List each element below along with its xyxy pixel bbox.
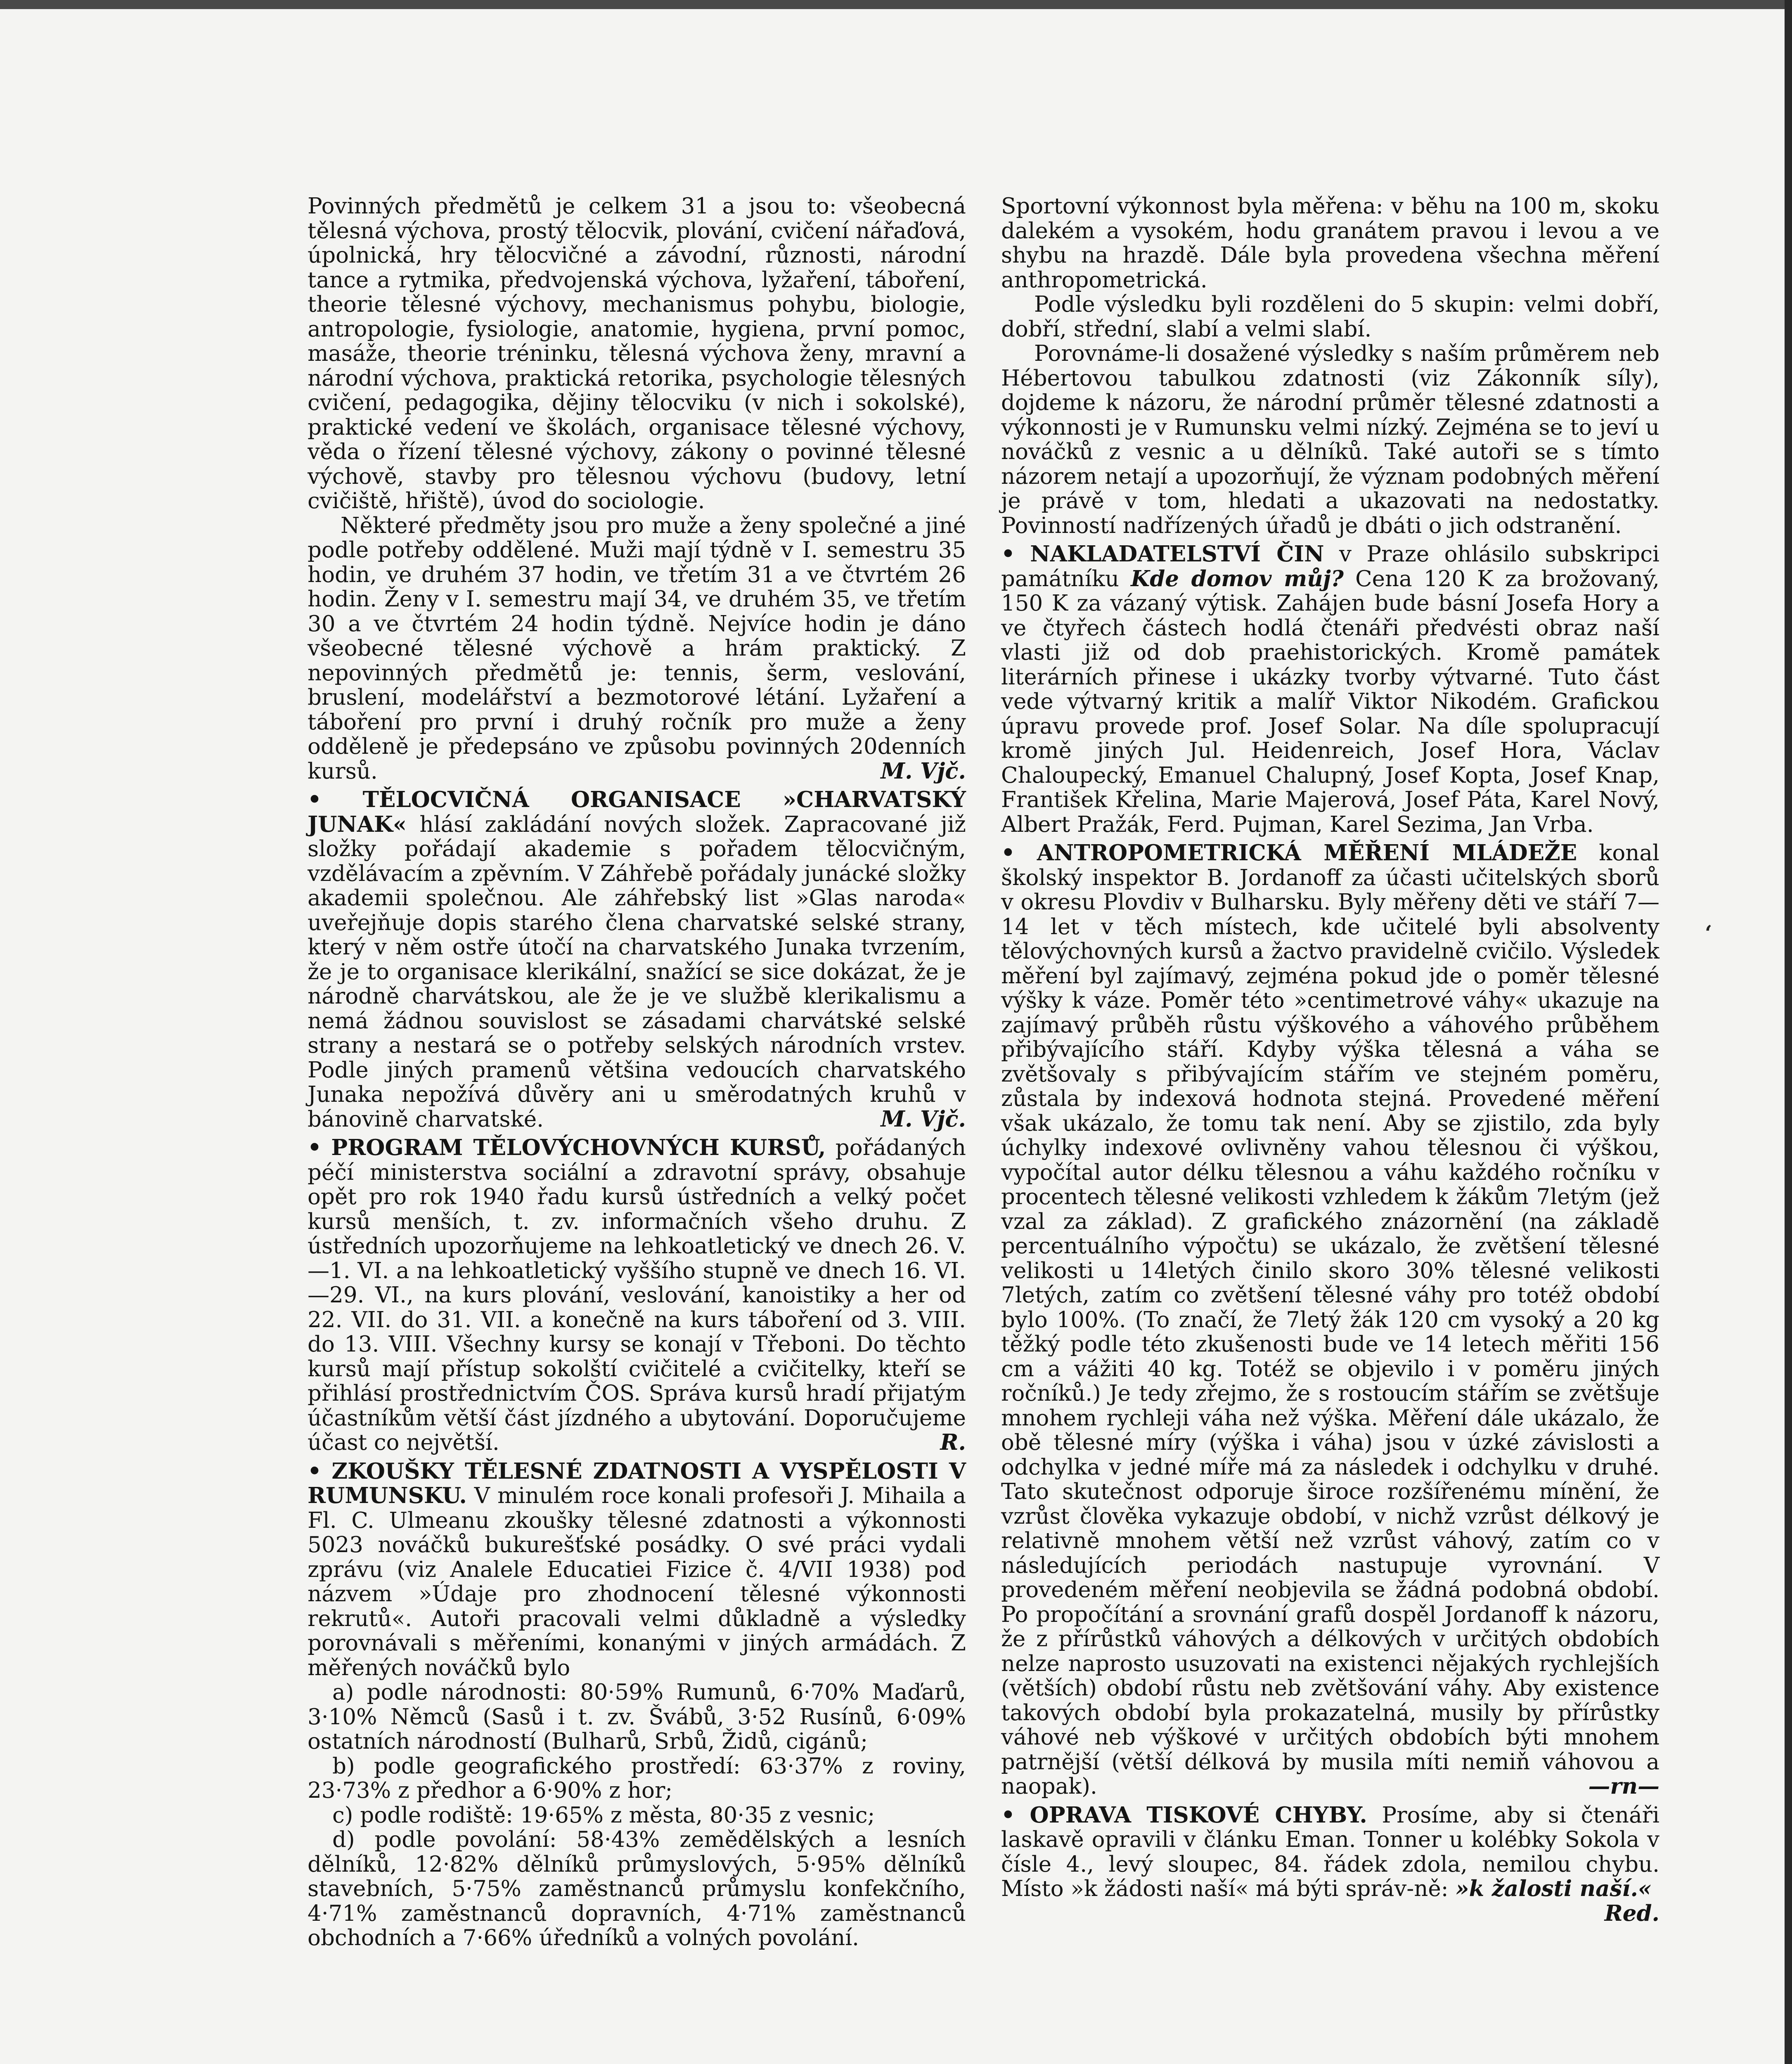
article-zkousky-rumunsko [308, 1459, 966, 1681]
article-heading: ZKOUŠKY TĚLESNÉ ZDATNOSTI A VYSPĚLOSTI V RUMUNSKU. [308, 1458, 966, 1508]
article-body-b: Cena 120 K za brožovaný, 150 K za vázaný výtisk. Zahájen bude básní Josefa Hory a ve čtyřech částech hodlá čtenáři předvésti obraz naší vlasti již od dob praehistorických. Kromě památek literárních přinese i ukázky tvorby výtvarné. Tuto část vede výtvarný kritik a malíř Viktor Nikodém. Grafickou úpravu provede prof. Josef Solar. Na díle spolupracují kromě jiných Jul. Heidenreich, Josef Hora, Václav Chaloupecký, Emanuel Chalupný, Josef Kopta, Josef Knap, František Křelina, Marie Majerová, Josef Páta, Karel Nový, Albert Pražák, Ferd. Pujman, Karel Sezima, Jan Vrba. [1001, 566, 1659, 837]
article-body: pořádaných péčí ministerstva sociální a zdravotní správy, obsahuje opět pro rok 1940 řadu kursů ústředních a velký počet kursů menších, t. zv. informačních všeho druhu. Z ústředních upozorňujeme na lehkoatletický ve dnech 26. V.—1. VI. a na lehkoatletický vyššího stupně ve dnech 16. VI.—29. VI., na kurs plování, veslování, kanoistiky a her od 22. VII. do 31. VII. a konečně na kurs táboření od 3. VIII. do 13. VIII. Všechny kursy se konají v Třeboni. Do těchto kursů mají přístup sokolští cvičitelé a cvičitelky, kteří se přihlásí prostřednictvím ČOS. Správa kursů hradí přijatým účastníkům větší část jízdného a ubytování. Doporučujeme účast co největší. [308, 1135, 966, 1455]
list-item-birthplace: c) podle rodiště: 19·65% z města, 80·35 z vesnic; [332, 1802, 875, 1828]
bullet-icon: • [1001, 541, 1015, 567]
comparison-paragraph: Porovnáme-li dosažené výsledky s naším průměrem neb Hébertovou tabulkou zdatnosti (viz Zákonník síly), dojdeme k názoru, že národní průměr tělesné zdatnosti a výkonnosti je v Rumunsku velmi nízký. Zejména se to jeví u nováčků z vesnic a u dělníků. Také autoři se s tímto názorem netají a upozorňují, že význam podobných měření je právě v tom, hledati a ukazovati na nedostatky. Povinností nadřízených úřadů je dbáti o jich odstranění. [1001, 341, 1659, 538]
hours-text: Některé předměty jsou pro muže a ženy společné a jiné podle potřeby oddělené. Muži mají týdně v I. semestru 35 hodin, ve druhém 37 hodin, ve třetím 31 a ve čtvrtém 26 hodin. Ženy v I. semestru mají 34, ve druhém 35, ve třetím 30 a ve čtvrtém 24 hodin týdně. Nejvíce hodin je dáno všeobecné tělesné výchově a hrám praktický. Z nepovinných předmětů je: tennis, šerm, veslování, bruslení, modelářství a bezmotorové létání. Lyžaření a táboření pro první i druhý ročník pro muže a ženy odděleně je předepsáno ve způsobu povinných 20denních kursů. [308, 513, 966, 784]
article-program-kursu [308, 1136, 966, 1455]
sport-performance-paragraph: Sportovní výkonnost byla měřena: v běhu na 100 m, skoku dalekém a vysokém, hodu granátem pravou i levou a ve shybu na hrazdě. Dále byla provedena všechna měření anthropometrická. [1001, 194, 1659, 293]
corrected-quote: »k žalosti naší.« [1455, 1876, 1652, 1901]
article-antropometricka-mereni [1001, 841, 1659, 1799]
scan-edge-top [0, 0, 1792, 9]
left-column [308, 194, 966, 1950]
hours-paragraph [308, 514, 966, 784]
signature: R. [940, 1430, 966, 1455]
article-heading: PROGRAM TĚLOVÝCHOVNÝCH KURSŮ, [331, 1135, 826, 1160]
signature: M. Vjč. [881, 758, 966, 784]
bullet-icon: • [1001, 840, 1015, 866]
article-body: konal školský inspektor B. Jordanoff za účasti učitelských sborů v okresu Plovdiv v Bulharsku. Byly měřeny děti ve stáří 7—14 let v těch místech, kde učitelé byli absolventy tělovýchovných kursů a žactvo pravidelně cvičilo. Výsledek měření byl zajímavý, zejména pokud jde o poměr tělesné výšky k váze. Poměr této »centimetrové váhy« ukazuje na zajímavý průběh růstu výškového a váhového průběhem přibývajícího stáří. Kdyby výška tělesná a váha se zvětšovaly s přibývajícím stářím ve stejném poměru, zůstala by indexová hodnota stejná. Provedené měření však ukázalo, že tomu tak není. Aby se zjistilo, zda byly úchylky indexové ovlivněny vahou tělesnou či výškou, vypočítal autor délku tělesnou a váhu každého ročníku v procentech tělesné velikosti vzhledem k žákům 7letým (jež vzal za základ). Z grafického znázornění (na základě percentuálního výpočtu) se ukázalo, že zvětšení tělesné velikosti u 14letých činilo skoro 30% tělesné velikosti 7letých, zatím co zvětšení tělesné váhy pro totéž období bylo 100%. (To značí, že 7letý žák 120 cm vysoký a 20 kg těžký podle této zkušenosti bude ve 14 letech měřiti 156 cm a vážiti 40 kg. Totéž se objevilo i v poměru jiných ročníků.) Je tedy zřejmo, že s rostoucím stářím se zvětšuje mnohem rychleji váha než výška. Měření dále ukázalo, že obě tělesné míry (výška i váha) jsou v úzké závislosti a odchylka v jedné míře má za následek i odchylku v druhé. Tato skutečnost odporuje široce rozšířenému mínění, že vzrůst člověka vykazuje období, v nichž vzrůst délkový je relativně mnohem větší než vzrůst váhový, zatím co v následujících periodách nastupuje vyrovnání. V provedeném měření neobjevila se žádná podobná období. Po propočítání a srovnání grafů dospěl Jordanoff k názoru, že z přírůstků váhových a délkových v určitých obdobích nelze naprosto usuzovati na existenci nějakých rychlejších (větších) období růstu neb zvětšování váhy. Aby existence takových období byla prokazatelná, musily by přírůstky váhové neb výškové v určitých obdobích býti mnohem patrnější (větší délková by musila míti nemiň váhovou a naopak). [1001, 840, 1659, 1799]
article-heading: OPRAVA TISKOVÉ CHYBY. [1030, 1802, 1367, 1828]
bullet-icon: • [308, 1458, 322, 1484]
margin-mark: ‘ [1705, 921, 1712, 945]
book-title: Kde domov můj? [1131, 566, 1344, 592]
article-body-a: v Praze ohlásilo subskripci památníku [1001, 542, 1659, 592]
bullet-icon: • [1001, 1802, 1015, 1828]
list-item-occupation: d) podle povolání: 58·43% zemědělských a lesních dělníků, 12·82% dělníků průmyslových, 5·95% dělníků stavebních, 5·75% zaměstnanců průmyslu konfekčního, 4·71% zaměstnanců dopravních, 4·71% zaměstnanců obchodních a 7·66% úředníků a volných povolání. [308, 1827, 966, 1950]
article-heading: TĚLOCVIČNÁ ORGANISACE »CHARVATSKÝ JUNAK« [308, 787, 966, 837]
scan-edge-right [1785, 0, 1792, 2064]
signature: —rn— [1588, 1773, 1659, 1799]
signature: Red. [1604, 1900, 1659, 1926]
article-body: V minulém roce konali profesoři J. Mihaila a Fl. C. Ulmeanu zkoušky tělesné zdatnosti a výkonnosti 5023 nováčků bukurešťské posádky. O své práci vydali zprávu (viz Analele Educatiei Fizice č. 4/VII 1938) pod názvem »Údaje pro zhodnocení tělesné výkonnosti rekrutů«. Autoři pracovali velmi důkladně a výsledky porovnávali s měřeními, konanými v jiných armádách. Z měřených nováčků bylo [308, 1483, 966, 1681]
article-body: Prosíme, aby si čtenáři laskavě opravili v článku Eman. Tonner u kolébky Sokola v čísle 4., levý sloupec, 84. řádek zdola, nemilou chybu. Místo »k žádosti naší« má býti správ-ně: [1001, 1802, 1659, 1901]
list-item-nationality: a) podle národnosti: 80·59% Rumunů, 6·70% Maďarů, 3·10% Němců (Sasů i t. zv. Švábů, 3·52 Rusínů, 6·09% ostatních národností (Bulharů, Srbů, Židů, cigánů; [308, 1680, 966, 1754]
right-column [1001, 194, 1659, 1926]
article-nakladatelstvi-cin [1001, 542, 1659, 837]
signature: M. Vjč. [881, 1106, 966, 1132]
bullet-icon: • [308, 1135, 322, 1160]
article-body: hlásí zakládání nových složek. Zapracované již složky pořádají akademie s pořadem tělocvičným, vzdělávacím a zpěvním. V Záhřebě pořádaly junácké složky akademii společnou. Ale záhřebský list »Glas naroda« uveřejňuje dopis starého člena charvatské selské strany, který v něm ostře útočí na charvatského Junaka tvrzením, že je to organisace klerikální, snažící se sice dokázat, že je národně charvátskou, ale že je ve službě klerikalismu a nemá žádnou souvislost se zásadami charvátské selské strany a nestará se o potřeby selských národních vrstev. Podle jiných pramenů většina vedoucích charvatského Junaka nepožívá důvěry ani u směrodatných kruhů v bánovině charvatské. [308, 812, 966, 1132]
article-oprava-chyby [1001, 1802, 1659, 1926]
bullet-icon: • [308, 787, 322, 812]
article-heading: NAKLADATELSTVÍ ČIN [1030, 541, 1324, 567]
list-item-geography: b) podle geografického prostředí: 63·37% z roviny, 23·73% z předhor a 6·90% z hor; [308, 1753, 966, 1803]
groups-paragraph: Podle výsledku byli rozděleni do 5 skupin: velmi dobří, dobří, střední, slabí a velmi slabí. [1001, 292, 1659, 342]
article-heading: ANTROPOMETRICKÁ MĚŘENÍ MLÁDEŽE [1037, 840, 1577, 866]
compulsory-subjects-paragraph: Povinných předmětů je celkem 31 a jsou to: všeobecná tělesná výchova, prostý tělocvik, plování, cvičení nářaďová, úpolnická, hry tělocvičné a závodní, různosti, národní tance a rytmika, předvojenská výchova, lyžaření, táboření, theorie tělesné výchovy, mechanismus pohybu, biologie, antropologie, fysiologie, anatomie, hygiena, první pomoc, masáže, theorie tréninku, tělesná výchova ženy, mravní a národní výchova, praktická retorika, psychologie tělesných cvičení, pedagogika, dějiny tělocviku (v nich i sokolské), praktické vedení ve školách, organisace tělesné výchovy, věda o řízení tělesné výchovy, zákony o povinné tělesné výchově, stavby pro tělesnou výchovu (budovy, letní cvičiště, hřiště), úvod do sociologie. [308, 194, 966, 514]
article-charvatsky-junak [308, 788, 966, 1131]
